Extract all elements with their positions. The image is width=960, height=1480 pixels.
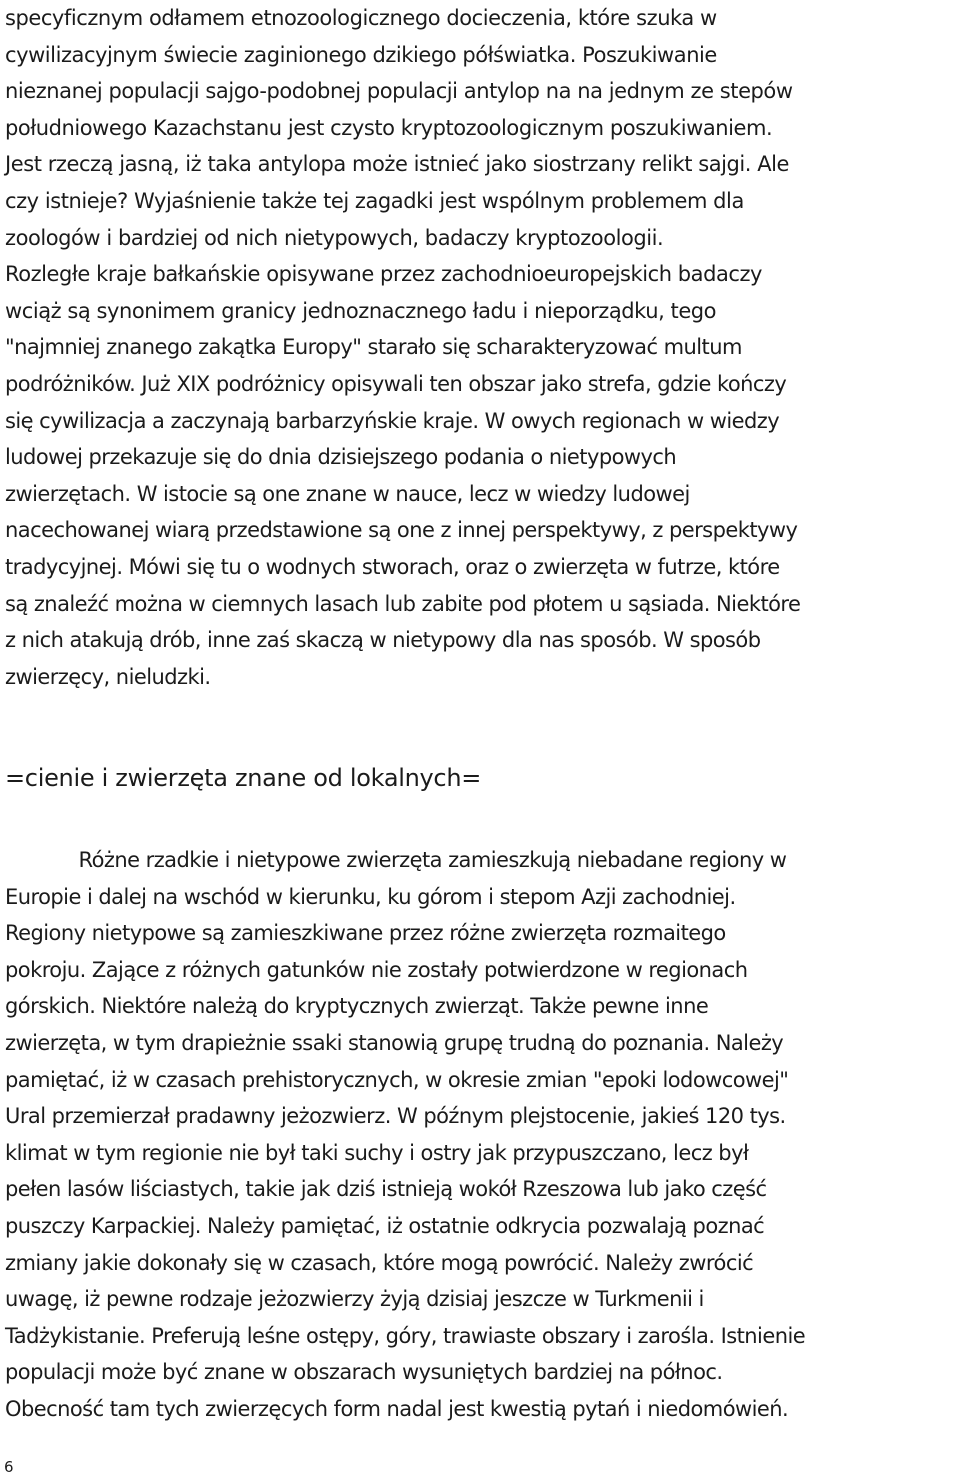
text-line: Regiony nietypowe są zamieszkiwane przez różne zwierzęta rozmaitego [5,921,726,946]
text-line: pokroju. Zające z różnych gatunków nie zostały potwierdzone w regionach [5,957,748,982]
text-line: zwierzęcy, nieludzki. [5,664,211,689]
text-line: "najmniej znanego zakątka Europy" starało się scharakteryzować multum [5,335,742,360]
body-paragraph-2 [5,842,953,1428]
text-line: Tadżykistanie. Preferują leśne ostępy, góry, trawiaste obszary i zarośla. Istnienie [5,1323,806,1348]
text-line: podróżników. Już XIX podróżnicy opisywali ten obszar jako strefa, gdzie kończy [5,371,787,396]
page-number: 6 [4,1458,14,1476]
text-line: klimat w tym regionie nie był taki suchy i ostry jak przypuszczano, lecz był [5,1140,749,1165]
text-line: cywilizacyjnym świecie zaginionego dzikiego półświatka. Poszukiwanie [5,42,717,67]
text-line: ludowej przekazuje się do dnia dzisiejszego podania o nietypowych [5,445,677,470]
text-line: Ural przemierzał pradawny jeżozwierz. W późnym plejstocenie, jakieś 120 tys. [5,1104,786,1129]
text-line: wciąż są synonimem granicy jednoznacznego ładu i nieporządku, tego [5,298,717,323]
text-line: nacechowanej wiarą przedstawione są one z innej perspektywy, z perspektywy [5,518,798,543]
text-line: puszczy Karpackiej. Należy pamiętać, iż ostatnie odkrycia pozwalają poznać [5,1213,765,1238]
text-line: południowego Kazachstanu jest czysto kryptozoologicznym poszukiwaniem. [5,115,773,140]
text-line: z nich atakują drób, inne zaś skaczą w nietypowy dla nas sposób. W sposób [5,628,761,653]
text-line: Rozległe kraje bałkańskie opisywane przez zachodnioeuropejskich badaczy [5,262,763,287]
text-line: Różne rzadkie i nietypowe zwierzęta zamieszkują niebadane regiony w [5,848,787,872]
text-line: zwierzętach. W istocie są one znane w nauce, lecz w wiedzy ludowej [5,481,690,506]
text-line: się cywilizacja a zaczynają barbarzyńskie kraje. W owych regionach w wiedzy [5,408,780,433]
text-line: tradycyjnej. Mówi się tu o wodnych stworach, oraz o zwierzęta w futrze, które [5,554,780,579]
text-line: uwagę, iż pewne rodzaje jeżozwierzy żyją dzisiaj jeszcze w Turkmenii i [5,1287,704,1312]
text-line: pełen lasów liściastych, takie jak dziś istnieją wokół Rzeszowa lub jako część [5,1177,767,1202]
text-line: populacji może być znane w obszarach wysuniętych bardziej na północ. [5,1360,723,1385]
text-line: górskich. Niektóre należą do kryptycznych zwierząt. Także pewne inne [5,994,709,1019]
text-line: czy istnieje? Wyjaśnienie także tej zagadki jest wspólnym problemem dla [5,188,744,213]
text-line: zwierzęta, w tym drapieżnie ssaki stanowią grupę trudną do poznania. Należy [5,1030,784,1055]
text-line: zoologów i bardziej od nich nietypowych, badaczy kryptozoologii. [5,225,664,250]
text-line: nieznanej populacji sajgo-podobnej populacji antylop na na jednym ze stepów [5,79,793,104]
text-line: Europie i dalej na wschód w kierunku, ku górom i stepom Azji zachodniej. [5,884,736,909]
text-line: pamiętać, iż w czasach prehistorycznych, w okresie zmian "epoki lodowcowej" [5,1067,789,1092]
text-line: zmiany jakie dokonały się w czasach, które mogą powrócić. Należy zwrócić [5,1250,754,1275]
body-paragraph-1 [5,0,953,695]
section-heading: =cienie i zwierzęta znane od lokalnych= [5,764,482,792]
text-line: specyficznym odłamem etnozoologicznego docieczenia, które szuka w [5,6,717,30]
text-line: Obecność tam tych zwierzęcych form nadal jest kwestią pytań i niedomówień. [5,1396,789,1421]
text-line: są znaleźć można w ciemnych lasach lub zabite pod płotem u sąsiada. Niektóre [5,591,801,616]
text-line: Jest rzeczą jasną, iż taka antylopa może istnieć jako siostrzany relikt sajgi. Ale [5,152,789,177]
